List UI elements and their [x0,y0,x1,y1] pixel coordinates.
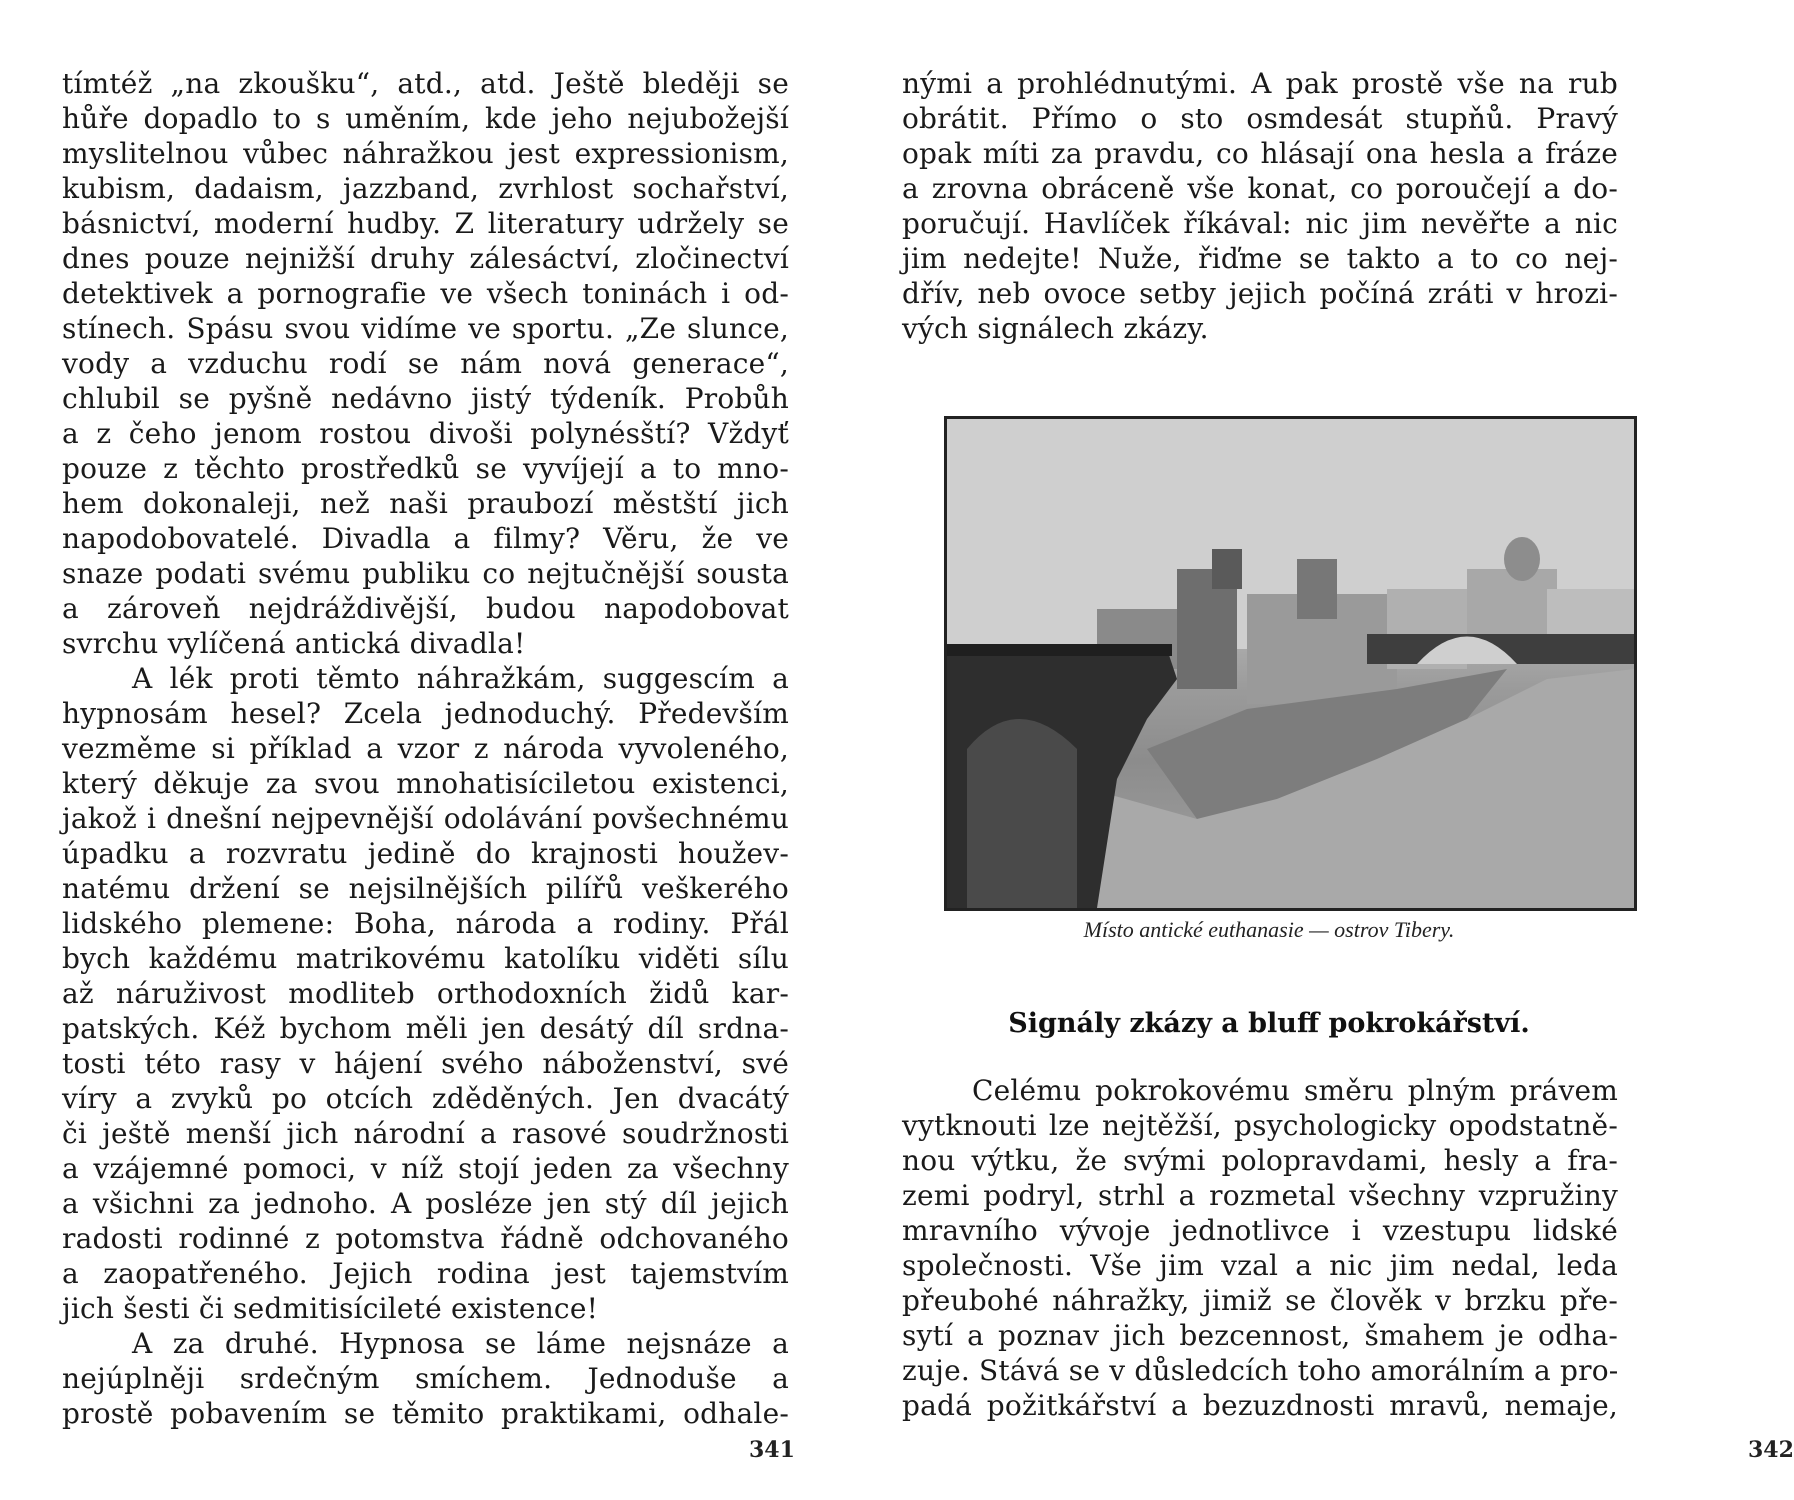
text-line: tímtéž „na zkoušku“, atd., atd. Ještě bleději se [62,67,789,100]
page-number-left: 341 [749,1437,795,1463]
text-line: nými a prohlédnutými. A pak prostě vše na rub [902,67,1618,100]
text-line: hem dokonaleji, než naši praubozí městští jich [62,487,789,520]
text-line: detektivek a pornografie ve všech toninách i od- [62,277,789,310]
paragraph [902,1073,1618,1423]
text-line: a zaopatřeného. Jejich rodina jest tajemstvím [62,1257,789,1290]
text-line: radosti rodinné z potomstva řádně odchovaného [62,1222,789,1255]
text-line: pouze z těchto prostředků se vyvíjejí a to mno- [62,452,789,485]
text-line: stínech. Spásu svou vidíme ve sportu. „Ze slunce, [62,312,789,345]
text-line: A za druhé. Hypnosa se láme nejsnáze a [132,1327,789,1360]
text-line: nou výtku, že svými polopravdami, hesly a fra- [902,1144,1618,1177]
text-line: a zrovna obráceně vše konat, co poroučejí a do- [902,172,1618,205]
text-line: hypnosám hesel? Zcela jednoduchý. Především [62,697,789,730]
text-line: či ještě menší jich národní a rasové soudržnosti [62,1117,789,1150]
paragraph [62,661,789,1326]
paragraph [62,1326,789,1431]
text-line: svrchu vylíčená antická divadla! [62,627,526,660]
figure-photo [944,416,1637,911]
text-line: jim nedejte! Nuže, řiďme se takto a to co nej- [902,242,1618,275]
right-text-column-bottom [902,1073,1618,1423]
text-line: natému držení se nejsilnějších pilířů veškerého [62,872,789,905]
text-line: A lék proti těmto náhražkám, suggescím a [132,662,789,695]
text-line: dřív, neb ovoce setby jejich počíná zráti v hrozi- [902,277,1618,310]
text-line: vody a vzduchu rodí se nám nová generace“, [62,347,789,380]
text-line: bych každému matrikovému katolíku viděti sílu [62,942,789,975]
text-line: a zároveň nejdráždivější, budou napodobovat [62,592,789,625]
text-line: úpadku a rozvratu jedině do krajnosti houžev- [62,837,789,870]
text-line: chlubil se pyšně nedávno jistý týdeník. Probůh [62,382,789,415]
text-line: padá požitkářství a bezuzdnosti mravů, nemaje, [902,1389,1618,1422]
text-line: hůře dopadlo to s uměním, kde jeho nejubožejší [62,102,789,135]
text-line: patských. Kéž bychom měli jen desátý díl srdna- [62,1012,789,1045]
section-heading: Signály zkázy a bluff pokrokářství. [1008,1008,1530,1039]
text-line: zuje. Stává se v důsledcích toho amorálním a pro- [902,1354,1619,1387]
text-line: a vzájemné pomoci, v níž stojí jeden za všechny [62,1152,789,1185]
text-line: sytí a poznav jich bezcennost, šmahem je odha- [902,1319,1618,1352]
text-line: vezměme si příklad a vzor z národa vyvoleného, [62,732,789,765]
paragraph [902,66,1618,346]
text-line: lidského plemene: Boha, národa a rodiny. Přál [62,907,789,940]
text-line: napodobovatelé. Divadla a filmy? Věru, že ve [62,522,789,555]
text-line: mravního vývoje jednotlivce i vzestupu lidské [902,1214,1618,1247]
text-line: zemi podryl, strhl a rozmetal všechny vzpružiny [902,1179,1618,1212]
left-text-column [62,66,789,1431]
text-line: poručují. Havlíček říkával: nic jim nevěřte a nic [902,207,1618,240]
text-line: vých signálech zkázy. [902,312,1209,345]
right-text-column-top [902,66,1618,346]
text-line: jakož i dnešní nejpevnější odolávání povšechnému [62,802,789,835]
text-line: prostě pobavením se těmito praktikami, odhale- [62,1397,789,1430]
figure-caption: Místo antické euthanasie — ostrov Tibery. [1083,917,1455,942]
text-line: kubism, dadaism, jazzband, zvrhlost sochařství, [62,172,789,205]
text-line: snaze podati svému publiku co nejtučnější sousta [62,557,789,590]
paragraph [62,66,789,661]
text-line: společnosti. Vše jim vzal a nic jim nedal, leda [902,1249,1618,1282]
text-line: vytknouti lze nejtěžší, psychologicky opodstatně- [902,1109,1618,1142]
text-line: Celému pokrokovému směru plným právem [972,1074,1618,1107]
text-line: víry a zvyků po otcích zděděných. Jen dvacátý [62,1082,789,1115]
text-line: nejúplněji srdečným smíchem. Jednoduše a [62,1362,789,1395]
text-line: jich šesti či sedmitisícileté existence! [62,1292,599,1325]
photo-illustration [947,419,1634,908]
text-line: až náruživost modliteb orthodoxních židů kar- [62,977,789,1010]
page-number-right: 342 [1748,1437,1794,1463]
text-line: básnictví, moderní hudby. Z literatury udržely se [62,207,789,240]
text-line: obrátit. Přímo o sto osmdesát stupňů. Pravý [902,102,1618,135]
text-line: myslitelnou vůbec náhražkou jest expressionism, [62,137,789,170]
left-page [0,0,846,1500]
text-line: opak míti za pravdu, co hlásají ona hesla a fráze [902,137,1618,170]
text-line: a z čeho jenom rostou divoši polynésští? Vždyť [62,417,789,450]
text-line: který děkuje za svou mnohatisíciletou existenci, [62,767,789,800]
text-line: dnes pouze nejnižší druhy zálesáctví, zločinectví [62,242,789,275]
text-line: a všichni za jednoho. A posléze jen stý díl jejich [62,1187,789,1220]
text-line: přeubohé náhražky, jimiž se člověk v brzku pře- [902,1284,1618,1317]
text-line: tosti této rasy v hájení svého náboženství, své [62,1047,789,1080]
